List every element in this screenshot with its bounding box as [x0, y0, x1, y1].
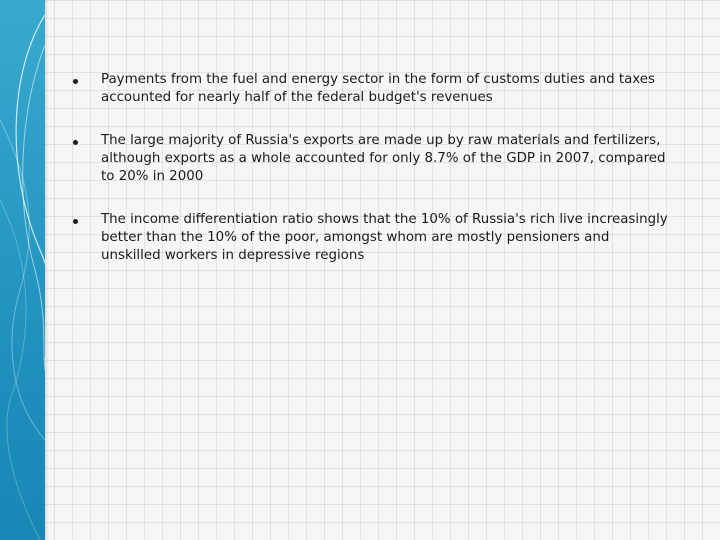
wave-lines-decoration — [0, 0, 45, 540]
decorative-side-band — [0, 0, 45, 540]
slide-content — [72, 71, 672, 290]
bullet-dot-icon — [73, 140, 78, 145]
bullet-dot-icon — [73, 79, 78, 84]
side-band-shadow — [45, 0, 49, 540]
bullet-item — [72, 211, 672, 265]
bullet-item — [72, 132, 672, 186]
bullet-item — [72, 71, 672, 107]
bullet-text: The income differentiation ratio shows that the 10% of Russia's rich live increasingly better than the 10% of the poor, amongst whom are mostly pensioners and unskilled workers in depressive regions — [101, 212, 668, 263]
bullet-text: Payments from the fuel and energy sector in the form of customs duties and taxes accounted for nearly half of the federal budget's revenues — [101, 72, 656, 105]
bullet-dot-icon — [73, 219, 78, 224]
bullet-text: The large majority of Russia's exports are made up by raw materials and fertilizers, although exports as a whole accounted for only 8.7% of the GDP in 2007, compared to 20% in 2000 — [101, 133, 666, 184]
bullet-list — [72, 71, 672, 265]
